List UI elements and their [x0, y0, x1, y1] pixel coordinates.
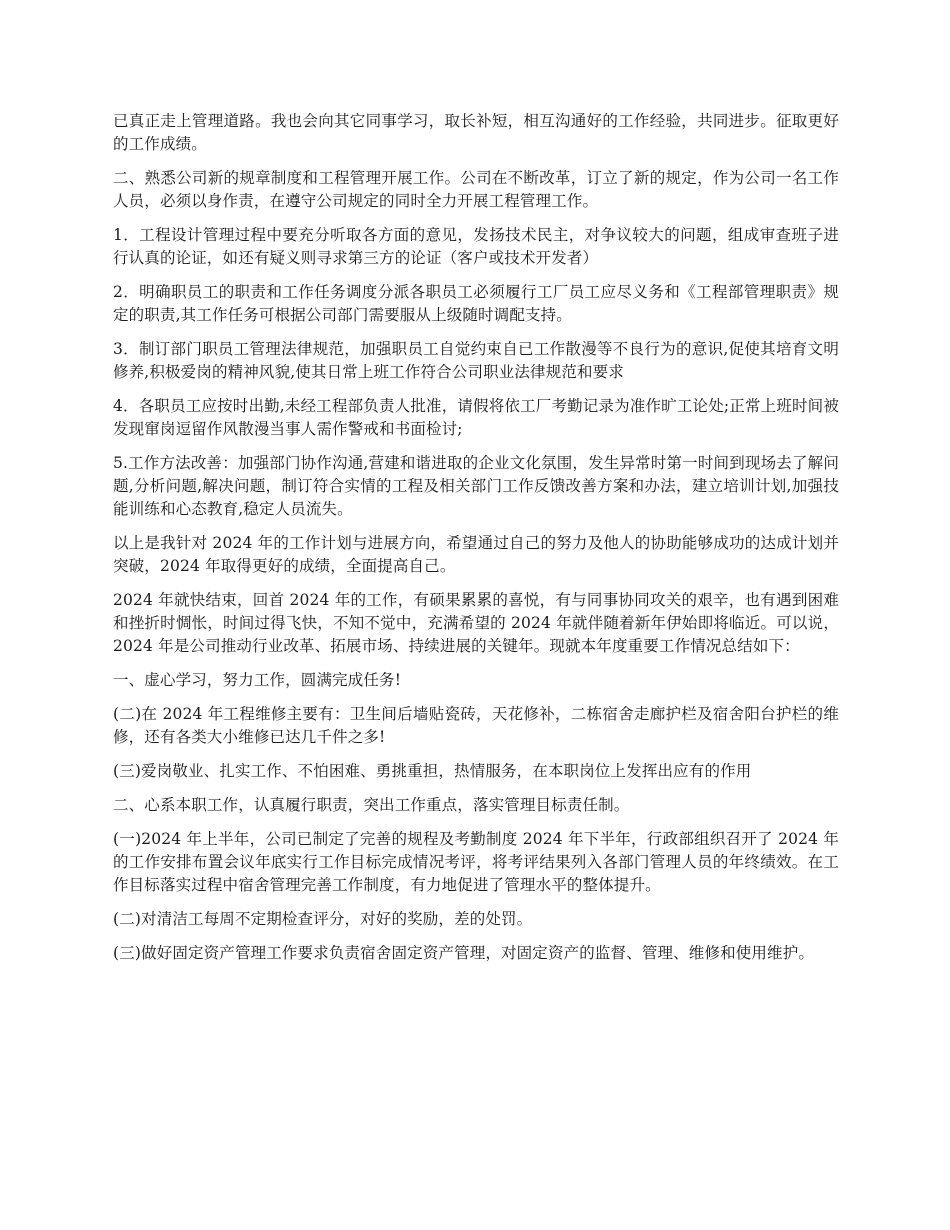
document-body [113, 110, 839, 976]
paragraph-15: (二)对清洁工每周不定期检查评分，对好的奖励，差的处罚。 [113, 910, 533, 928]
paragraph-9: 2024 年就快结束，回首 2024 年的工作，有硕果累累的喜悦，有与同事协同攻关的艰辛，也有遇到困难和挫折时惆怅，时间过得飞快，不知不觉中，充满希望的 2024 年就伴随着新年伊始即将临近。可以说，2024 年是公司推动行业改革、拓展市场、持续进展的关键年。现就本年度重要工作情况总结如下： [113, 591, 839, 655]
paragraph-2: 二、熟悉公司新的规章制度和工程管理开展工作。公司在不断改革，订立了新的规定，作为公司一名工作人员，必须以身作责，在遵守公司规定的同时全力开展工程管理工作。 [113, 169, 839, 210]
paragraph-16: (三)做好固定资产管理工作要求负责宿舍固定资产管理，对固定资产的监督、管理、维修和使用维护。 [113, 944, 814, 962]
paragraph-13: 二、心系本职工作，认真履行职责，突出工作重点，落实管理目标责任制。 [113, 796, 630, 814]
paragraph-7: 5.工作方法改善：加强部门协作沟通,营建和谐进取的企业文化氛围，发生异常时第一时间到现场去了解问题,分析问题,解决问题，制订符合实情的工程及相关部门工作反馈改善方案和办法，建立培训计划,加强技能训练和心态教育,稳定人员流失。 [113, 454, 839, 518]
paragraph-1: 已真正走上管理道路。我也会向其它同事学习，取长补短，相互沟通好的工作经验，共同进步。征取更好的工作成绩。 [113, 112, 839, 153]
paragraph-10: 一、虚心学习，努力工作，圆满完成任务! [113, 671, 402, 689]
paragraph-14: (一)2024 年上半年，公司已制定了完善的规程及考勤制度 2024 年下半年，行政部组织召开了 2024 年的工作安排布置会议年底实行工作目标完成情况考评，将考评结果列入各部门管理人员的年终绩效。在工作目标落实过程中宿舍管理完善工作制度，有力地促进了管理水平的整体提升。 [113, 830, 839, 894]
paragraph-6: 4．各职员工应按时出勤,未经工程部负责人批准，请假将依工厂考勤记录为准作旷工论处;正常上班时间被发现窜岗逗留作风散漫当事人需作警戒和书面检讨; [113, 397, 839, 438]
paragraph-3: 1．工程设计管理过程中要充分听取各方面的意见，发扬技术民主，对争议较大的问题，组成审查班子进行认真的论证，如还有疑义则寻求第三方的论证（客户或技术开发者） [113, 226, 839, 267]
paragraph-8: 以上是我针对 2024 年的工作计划与进展方向，希望通过自己的努力及他人的协助能够成功的达成计划并突破，2024 年取得更好的成绩，全面提高自己。 [113, 534, 839, 575]
paragraph-5: 3．制订部门职员工管理法律规范，加强职员工自觉约束自已工作散漫等不良行为的意识,促使其培育文明修养,积极爱岗的精神风貌,使其日常上班工作符合公司职业法律规范和要求 [113, 340, 839, 381]
paragraph-12: (三)爱岗敬业、扎实工作、不怕困难、勇挑重担，热情服务，在本职岗位上发挥出应有的作用 [113, 762, 752, 780]
paragraph-11: (二)在 2024 年工程维修主要有：卫生间后墙贴瓷砖，天花修补，二栋宿舍走廊护栏及宿舍阳台护栏的维修，还有各类大小维修已达几千件之多! [113, 705, 839, 746]
paragraph-4: 2．明确职员工的职责和工作任务调度分派各职员工必须履行工厂员工应尽义务和《工程部管理职责》规定的职责,其工作任务可根据公司部门需要服从上级随时调配支持。 [113, 283, 839, 324]
